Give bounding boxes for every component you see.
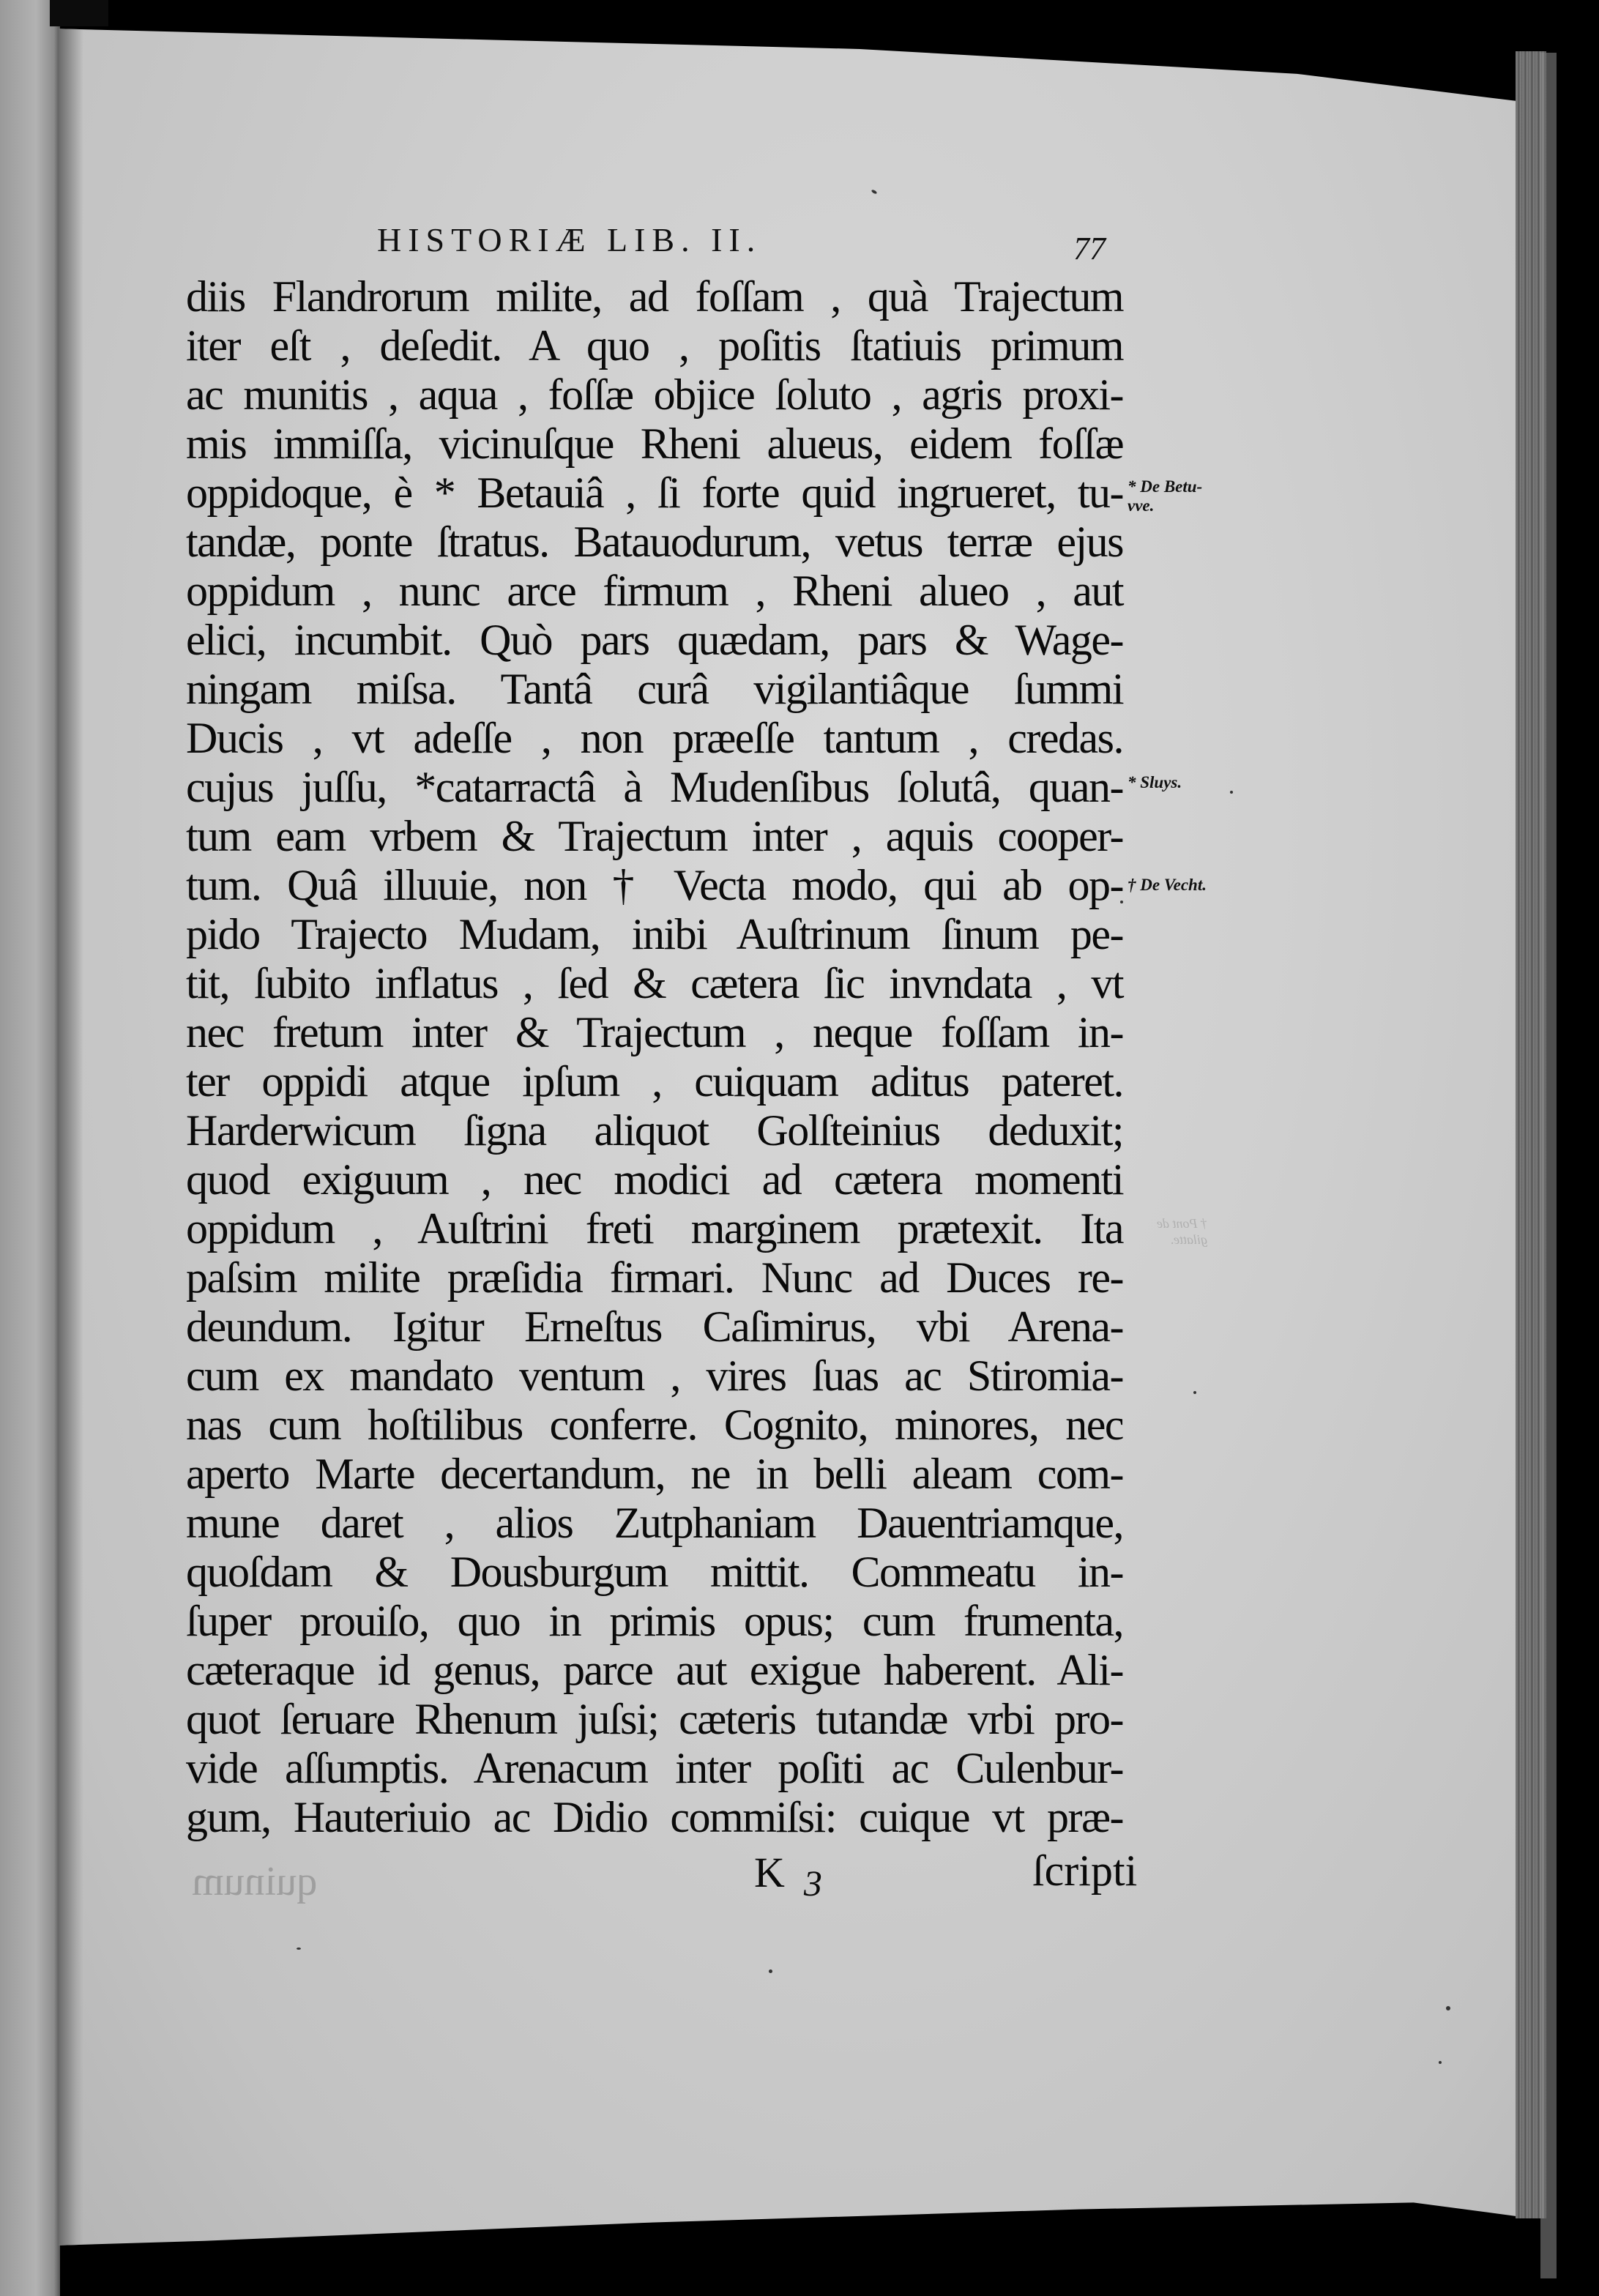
text-line: ter oppidi atque ipſum , cuiquam aditus pateret. [186, 1057, 1123, 1106]
note-text: De Betu- [1140, 477, 1203, 496]
text-line: tit, ſubito inflatus , ſed & cætera ſic invndata , vt [186, 959, 1123, 1007]
page-number: 77 [1073, 231, 1106, 266]
paper-speck [1446, 2006, 1450, 2010]
note-marker: † [1128, 876, 1136, 894]
text-line: oppidum , Auſtrini freti marginem prætexit. Ita [186, 1204, 1123, 1253]
text-line: ac munitis , aqua , foſſæ objice ſoluto , agris proxi- [186, 370, 1123, 419]
text-line: Ducis , vt adeſſe , non præeſſe tantum , credas. [186, 714, 1123, 762]
text-line: elici, incumbit. Quò pars quædam, pars & Wage- [186, 616, 1123, 664]
signature-letter: K [754, 1849, 785, 1896]
text-line: nas cum hoſtilibus conferre. Cognito, minores, nec [186, 1401, 1123, 1449]
text-line: oppidum , nunc arce firmum , Rheni alueo , aut [186, 567, 1123, 615]
show-through-text: † Pont de [1157, 1216, 1207, 1231]
text-line: quod exiguum , nec modici ad cætera momenti [186, 1155, 1123, 1204]
paper-speck [1439, 2061, 1442, 2064]
note-text-continued: vve. [1128, 496, 1155, 515]
paper-speck [1193, 1391, 1196, 1394]
text-line: tum eam vrbem & Trajectum inter , aquis cooper- [186, 812, 1123, 860]
note-text: Sluys. [1140, 773, 1182, 791]
text-line: Harderwicum ſigna aliquot Golſteinius deduxit; [186, 1106, 1123, 1155]
text-line: quot ſeruare Rhenum juſsi; cæteris tutandæ vrbi pro- [186, 1695, 1123, 1743]
marginal-note-betuwe [1128, 477, 1202, 515]
paper-speck [769, 1969, 772, 1973]
text-line: diis Flandrorum milite, ad foſſam , quà Trajectum [186, 272, 1123, 321]
signature-mark [754, 1849, 822, 1904]
text-line: nec fretum inter & Trajectum , neque foſſam in- [186, 1008, 1123, 1056]
text-line: pido Trajecto Mudam, inibi Auſtrinum ſinum pe- [186, 910, 1123, 958]
show-through-word: quinum [192, 1859, 318, 1904]
note-text: De Vecht. [1140, 876, 1207, 894]
text-line: paſsim milite præſidia firmari. Nunc ad Duces re- [186, 1253, 1123, 1302]
text-line: mis immiſſa, vicinuſque Rheni alueus, eidem foſſæ [186, 420, 1123, 468]
signature-number: 3 [803, 1863, 822, 1904]
text-line: deundum. Igitur Erneſtus Caſimirus, vbi Arena- [186, 1302, 1123, 1351]
text-line: tandæ, ponte ſtratus. Batauodurum, vetus terræ ejus [186, 518, 1123, 566]
note-marker: * [1128, 477, 1136, 496]
gutter-shadow [50, 0, 108, 26]
text-line: cujus juſſu, *catarractâ à Mudenſibus ſolutâ, quan- [186, 763, 1123, 811]
facing-page-edge [0, 0, 60, 2296]
text-line: quoſdam & Dousburgum mittit. Commeatu in- [186, 1548, 1123, 1596]
catchword: ſcripti [1032, 1846, 1138, 1895]
text-line: oppidoque, è * Betauiâ , ſi forte quid ingrueret, tu- [186, 469, 1123, 517]
text-line: mune daret , alios Zutphaniam Dauentriamque, [186, 1499, 1123, 1547]
marginal-note-sluys [1128, 773, 1182, 792]
note-marker: * [1128, 773, 1136, 791]
text-line: vide aſſumptis. Arenacum inter poſiti ac Culenbur- [186, 1744, 1123, 1792]
text-line: cum ex mandato ventum , vires ſuas ac Stiromia- [186, 1352, 1123, 1400]
body-text [186, 272, 1123, 1842]
page-fore-edge [1516, 51, 1546, 2218]
text-line: gum, Hauteriuio ac Didio commiſsi: cuique vt præ- [186, 1793, 1123, 1841]
running-head: HISTORIÆ LIB. II. [377, 221, 762, 258]
marginal-note-vecht [1128, 876, 1207, 895]
paper-speck [297, 1947, 301, 1950]
text-line: iter eſt , deſedit. A quo , poſitis ſtatiuis primum [186, 321, 1123, 370]
text-line: cæteraque id genus, parce aut exigue haberent. Ali- [186, 1646, 1123, 1694]
text-line: aperto Marte decertandum, ne in belli aleam com- [186, 1450, 1123, 1498]
paper-speck [1230, 791, 1233, 794]
text-line: ningam miſsa. Tantâ curâ vigilantiâque ſummi [186, 665, 1123, 713]
text-line: tum. Quâ illuuie, non † Vecta modo, qui ab op- [186, 861, 1123, 909]
show-through-text: gilatte. [1170, 1232, 1207, 1247]
show-through-margin-note [1157, 1215, 1207, 1248]
text-line: ſuper prouiſo, quo in primis opus; cum frumenta, [186, 1597, 1123, 1645]
